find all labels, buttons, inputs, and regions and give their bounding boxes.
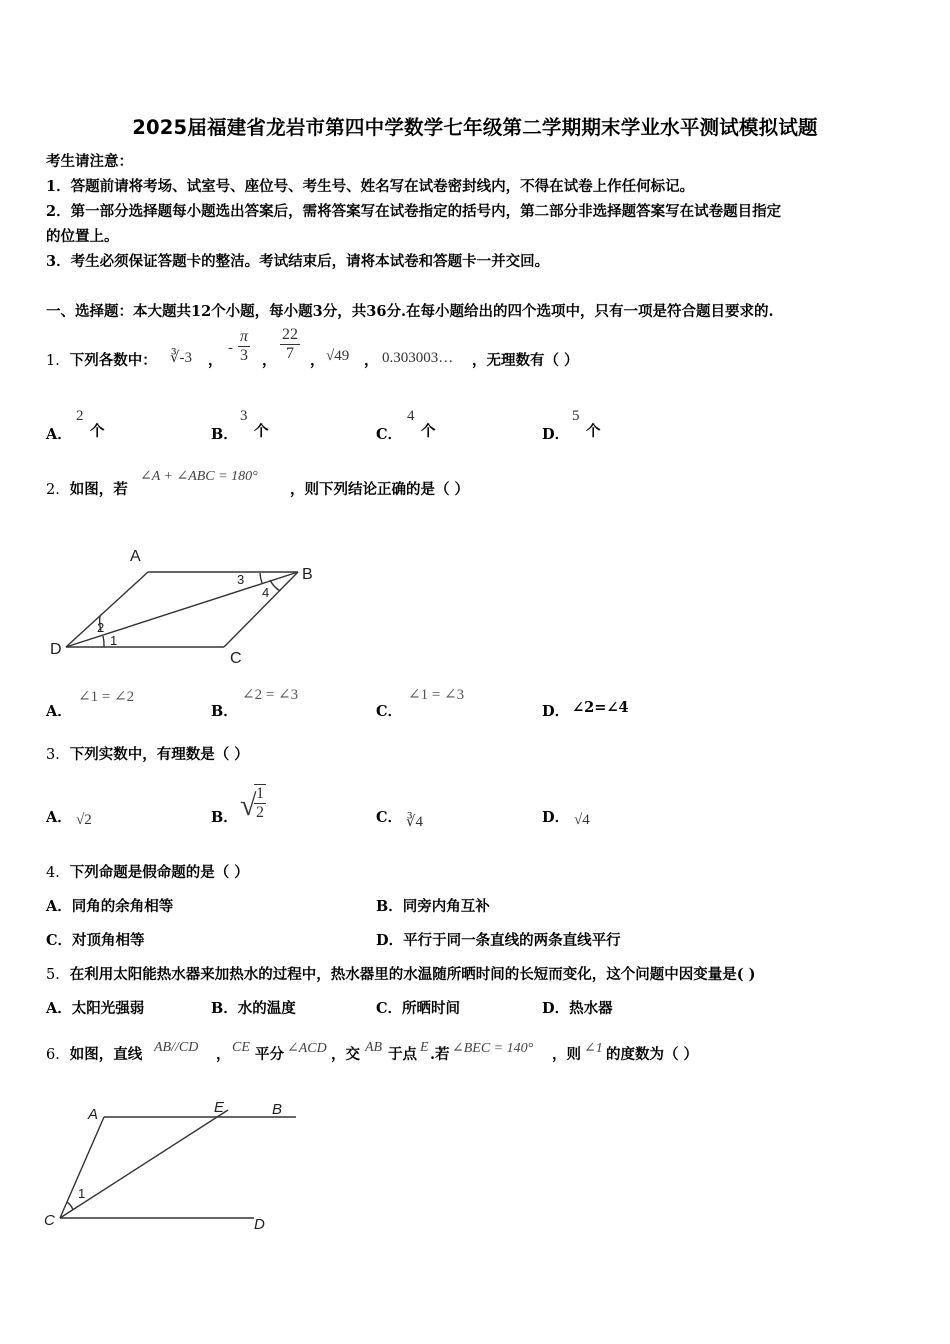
q2-label-d: D [50, 641, 62, 658]
q1-neg: - [228, 340, 233, 356]
q4-option-b[interactable] [376, 897, 490, 917]
q2-option-a-math: ∠1 = ∠2 [78, 689, 135, 705]
q1-sep-2: ， [262, 352, 277, 369]
q4-text: 下列命题是假命题的是（ ） [69, 864, 249, 881]
q4-option-a[interactable] [46, 897, 173, 917]
q3-text: 下列实数中，有理数是（ ） [69, 746, 249, 763]
q4-option-c-label: C． [46, 932, 73, 949]
q2-line-da [66, 572, 148, 647]
q6-math-bec: ∠BEC = 140° [452, 1041, 534, 1056]
q4-option-c[interactable] [46, 931, 145, 951]
q2-option-a-label: A． [46, 703, 72, 720]
q2-option-d-label: D． [542, 703, 570, 720]
q5-option-b-label: B． [211, 1000, 238, 1017]
q1-fraction [280, 326, 300, 363]
notice-item-3: 3．考生必须保证答题卡的整洁。考试结束后，请将本试卷和答题卡一并交回。 [46, 253, 550, 270]
q2-angle-3: 3 [237, 572, 245, 587]
q3-option-b-fraction [254, 784, 266, 822]
q1-option-c-math: 4 [407, 408, 415, 424]
q1-sqrt49: √49 [326, 348, 350, 364]
q2-condition: ∠A + ∠ABC = 180° [140, 469, 258, 484]
q1-option-a-text: 个 [90, 423, 105, 440]
q1-f-num: 22 [282, 326, 298, 343]
q6-angle-1: 1 [78, 1186, 86, 1201]
q3-number: 3． [46, 747, 70, 763]
q5-option-c-text: 所晒时间 [402, 1000, 461, 1017]
q1-pi-fraction [238, 328, 250, 365]
q1-option-a-math: 2 [76, 408, 84, 424]
q1-sep-4: ， [364, 352, 379, 369]
q5-number: 5． [46, 967, 70, 983]
q2-label-a: A [130, 548, 141, 565]
q1-option-c-text: 个 [421, 423, 436, 440]
q2-line-db [66, 572, 298, 647]
q1-option-a-label: A． [46, 426, 72, 443]
q6-text-5: 于点 [388, 1046, 417, 1063]
q3-option-b-label: B． [211, 809, 238, 826]
q2-arc-1 [103, 636, 104, 647]
q1-option-d[interactable] [542, 423, 569, 444]
q3-option-d-math: √4 [574, 812, 590, 828]
q2-label-b: B [302, 566, 313, 583]
q5-text: 在利用太阳能热水器来加热水的过程中，热水器里的水温随所晒时间的长短而变化，这个问题中因变量是( ) [69, 966, 756, 983]
notice-item-2: 2．第一部分选择题每小题选出答案后，需将答案写在试卷指定的括号内，第二部分非选择题答案写在试卷题目指定 [46, 203, 782, 220]
q5-option-c[interactable] [376, 999, 460, 1019]
q1-option-a[interactable] [46, 423, 72, 444]
q5-option-d-label: D． [542, 1000, 570, 1017]
q5-option-c-label: C． [376, 1000, 403, 1017]
q1-pi-num: π [240, 328, 249, 345]
q6-text-3: 平分 [255, 1046, 284, 1063]
q1-option-c-label: C． [376, 426, 403, 443]
q4-option-b-label: B． [376, 898, 403, 915]
notice-item-2-cont: 的位置上。 [46, 228, 119, 245]
page-title: 2025届福建省龙岩市第四中学数学七年级第二学期期末学业水平测试模拟试题 [132, 116, 818, 139]
q3-option-c-math: ∛4 [406, 814, 424, 830]
q3-option-b-den: 2 [256, 804, 264, 821]
q6-number: 6． [46, 1047, 70, 1063]
q6-text-7: ，则 [552, 1046, 581, 1063]
q5-option-a[interactable] [46, 999, 144, 1019]
q6-label-d: D [254, 1216, 265, 1233]
q6-math-ce: CE [232, 1040, 250, 1055]
q6-line-ce [60, 1110, 228, 1218]
q1-sep-3: ， [310, 352, 325, 369]
q3-option-a[interactable] [46, 806, 72, 827]
q2-angle-1: 1 [110, 633, 118, 648]
q2-option-a[interactable] [46, 700, 72, 721]
q2-arc-3 [260, 573, 262, 583]
q6-text-6: .若 [430, 1046, 450, 1063]
q4-option-d-text: 平行于同一条直线的两条直线平行 [403, 932, 621, 949]
q6-math-acd: ∠ACD [287, 1041, 327, 1056]
q6-text-2: ， [216, 1046, 231, 1063]
q1-stem [46, 351, 157, 371]
q6-figure [38, 1092, 308, 1240]
q3-option-b-radical: √ [240, 789, 257, 822]
q6-label-a: A [88, 1106, 99, 1123]
q6-arc-1 [67, 1202, 73, 1210]
q6-label-e: E [214, 1099, 225, 1116]
q4-option-a-label: A． [46, 898, 72, 915]
q4-option-a-text: 同角的余角相等 [71, 898, 174, 915]
q6-line-ca [60, 1117, 104, 1218]
q4-option-b-text: 同旁内角互补 [402, 898, 490, 915]
q2-angle-2: 2 [97, 620, 105, 635]
q2-option-c[interactable] [376, 700, 402, 721]
q6-text-8: 的度数为（ ） [606, 1046, 699, 1063]
q2-option-b[interactable] [211, 700, 238, 721]
q1-option-d-label: D． [542, 426, 570, 443]
q4-option-d-label: D． [376, 932, 404, 949]
notice-item-1: 1．答题前请将考场、试室号、座位号、考生号、姓名写在试卷密封线内，不得在试卷上作任何标记。 [46, 178, 695, 195]
q1-number: 1． [46, 353, 70, 369]
q2-option-c-label: C． [376, 703, 403, 720]
q2-number: 2． [46, 482, 70, 498]
section-heading: 一、选择题：本大题共12个小题，每小题3分，共36分.在每小题给出的四个选项中，只有一项是符合题目要求的. [46, 303, 774, 320]
q3-option-b-num: 1 [256, 785, 264, 802]
q6-math-angle1: ∠1 [584, 1041, 603, 1056]
q6-math-ab: AB [365, 1040, 383, 1055]
q6-label-b: B [272, 1101, 283, 1118]
q2-option-b-math: ∠2 = ∠3 [242, 687, 299, 703]
q2-label-c: C [230, 650, 242, 667]
q1-tail: ，无理数有（ ） [472, 352, 579, 369]
q1-pi-den: 3 [240, 347, 248, 364]
q1-sep-1: ， [208, 352, 223, 369]
q3-stem [46, 745, 249, 765]
q1-option-b-label: B． [211, 426, 238, 443]
q6-stem [46, 1045, 142, 1065]
q6-math-abcd: AB//CD [154, 1040, 199, 1055]
q1-lead: 下列各数中： [69, 352, 157, 369]
q6-label-c: C [44, 1212, 55, 1229]
q6-text-1: 如图，直线 [69, 1046, 143, 1063]
q4-option-d[interactable] [376, 931, 621, 951]
q3-option-d[interactable] [542, 806, 569, 827]
q2-option-d[interactable] [542, 700, 569, 721]
q1-option-c[interactable] [376, 423, 402, 444]
q1-f-den: 7 [286, 345, 294, 362]
notice-heading: 考生请注意： [46, 153, 133, 170]
q1-option-b[interactable] [211, 423, 238, 444]
q3-option-a-label: A． [46, 809, 72, 826]
q3-option-a-math: √2 [76, 812, 92, 828]
q5-option-d[interactable] [542, 999, 613, 1019]
q1-option-b-text: 个 [254, 423, 269, 440]
q3-option-d-label: D． [542, 809, 570, 826]
q2-angle-4: 4 [262, 585, 270, 600]
q2-arc-4 [270, 580, 280, 591]
q2-lead: 如图，若 [69, 481, 128, 498]
q2-option-d-math: ∠2=∠4 [572, 699, 629, 716]
q1-option-d-math: 5 [572, 408, 580, 424]
q5-stem [46, 965, 756, 985]
q5-option-a-label: A． [46, 1000, 72, 1017]
q5-option-d-text: 热水器 [569, 1000, 613, 1017]
q2-figure [40, 535, 340, 675]
q4-option-c-text: 对顶角相等 [72, 932, 145, 949]
q2-stem [46, 480, 128, 500]
q1-option-d-text: 个 [586, 423, 601, 440]
q2-tail: ，则下列结论正确的是（ ） [290, 481, 470, 498]
q1-option-b-math: 3 [240, 408, 248, 424]
q6-text-4: ，交 [331, 1046, 360, 1063]
q3-option-c[interactable] [376, 806, 402, 827]
q3-option-b[interactable] [211, 806, 238, 827]
q4-number: 4． [46, 865, 70, 881]
q4-stem [46, 863, 249, 883]
q6-math-e: E [420, 1040, 429, 1055]
q3-option-c-label: C． [376, 809, 403, 826]
q5-option-b-text: 水的温度 [237, 1000, 296, 1017]
q5-option-b[interactable] [211, 999, 296, 1019]
q1-decimal: 0.303003… [382, 350, 454, 366]
q5-option-a-text: 太阳光强弱 [71, 1000, 145, 1017]
q2-option-b-label: B． [211, 703, 238, 720]
q1-cbrt: ∛-3 [170, 350, 193, 366]
q2-option-c-math: ∠1 = ∠3 [408, 687, 465, 703]
